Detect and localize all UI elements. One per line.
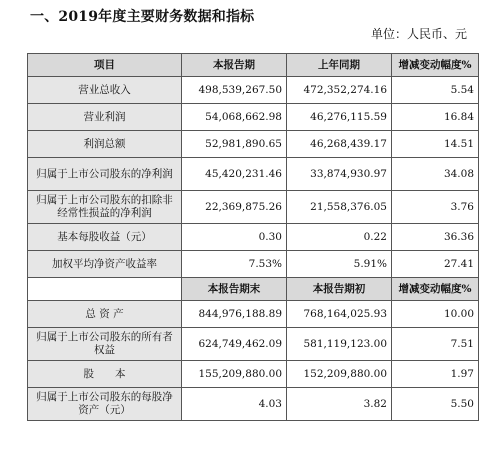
row-value-prior: 21,558,376.05 (287, 191, 392, 224)
row-value-change: 3.76 (392, 191, 479, 224)
row-value-current: 0.30 (182, 224, 287, 251)
table-subheader-row (28, 278, 479, 301)
row-value-change: 36.36 (392, 224, 479, 251)
row-label: 营业总收入 (28, 77, 182, 104)
table-row (28, 388, 479, 421)
row-label: 股 本 (28, 361, 182, 388)
row-label: 归属于上市公司股东的扣除非经常性损益的净利润 (28, 191, 182, 224)
table-row (28, 251, 479, 278)
row-value-prior: 46,268,439.17 (287, 131, 392, 158)
row-value-current: 54,068,662.98 (182, 104, 287, 131)
subheader-blank (28, 278, 182, 301)
row-label: 总 资 产 (28, 301, 182, 328)
table-row (28, 77, 479, 104)
row-value-change: 7.51 (392, 328, 479, 361)
table-row (28, 361, 479, 388)
row-value-change: 1.97 (392, 361, 479, 388)
row-value-change: 5.50 (392, 388, 479, 421)
header-period-start: 本报告期初 (287, 278, 392, 301)
row-value-prior: 581,119,123.00 (287, 328, 392, 361)
header-period-end: 本报告期末 (182, 278, 287, 301)
row-label: 加权平均净资产收益率 (28, 251, 182, 278)
row-value-current: 4.03 (182, 388, 287, 421)
row-value-change: 34.08 (392, 158, 479, 191)
table-row (28, 191, 479, 224)
section-heading: 一、2019年度主要财务数据和指标 (30, 9, 255, 25)
row-value-current: 7.53% (182, 251, 287, 278)
row-value-change: 16.84 (392, 104, 479, 131)
row-value-change: 5.54 (392, 77, 479, 104)
table-row (28, 131, 479, 158)
row-value-prior: 46,276,115.59 (287, 104, 392, 131)
row-label: 归属于上市公司股东的所有者权益 (28, 328, 182, 361)
row-value-prior: 3.82 (287, 388, 392, 421)
table-header-row (28, 54, 479, 77)
row-label: 基本每股收益（元） (28, 224, 182, 251)
row-value-prior: 472,352,274.16 (287, 77, 392, 104)
header-change-pct: 增减变动幅度% (392, 278, 479, 301)
row-value-current: 155,209,880.00 (182, 361, 287, 388)
row-value-current: 844,976,188.89 (182, 301, 287, 328)
row-value-current: 624,749,462.09 (182, 328, 287, 361)
header-current-period: 本报告期 (182, 54, 287, 77)
currency-unit-note: 单位：人民币、元 (370, 27, 467, 41)
table-row (28, 104, 479, 131)
row-value-prior: 0.22 (287, 224, 392, 251)
header-prior-period: 上年同期 (287, 54, 392, 77)
row-value-change: 14.51 (392, 131, 479, 158)
row-label: 利润总额 (28, 131, 182, 158)
row-value-current: 498,539,267.50 (182, 77, 287, 104)
row-label: 归属于上市公司股东的净利润 (28, 158, 182, 191)
row-label: 归属于上市公司股东的每股净资产（元） (28, 388, 182, 421)
row-value-current: 52,981,890.65 (182, 131, 287, 158)
row-value-change: 27.41 (392, 251, 479, 278)
row-value-current: 22,369,875.26 (182, 191, 287, 224)
header-change-pct: 增减变动幅度% (392, 54, 479, 77)
row-label: 营业利润 (28, 104, 182, 131)
row-value-prior: 768,164,025.93 (287, 301, 392, 328)
row-value-prior: 5.91% (287, 251, 392, 278)
row-value-change: 10.00 (392, 301, 479, 328)
header-item: 项目 (28, 54, 182, 77)
row-value-prior: 33,874,930.97 (287, 158, 392, 191)
row-value-current: 45,420,231.46 (182, 158, 287, 191)
table-row (28, 224, 479, 251)
row-value-prior: 152,209,880.00 (287, 361, 392, 388)
financial-data-table (27, 53, 479, 421)
table-row (28, 158, 479, 191)
table-row (28, 328, 479, 361)
table-row (28, 301, 479, 328)
